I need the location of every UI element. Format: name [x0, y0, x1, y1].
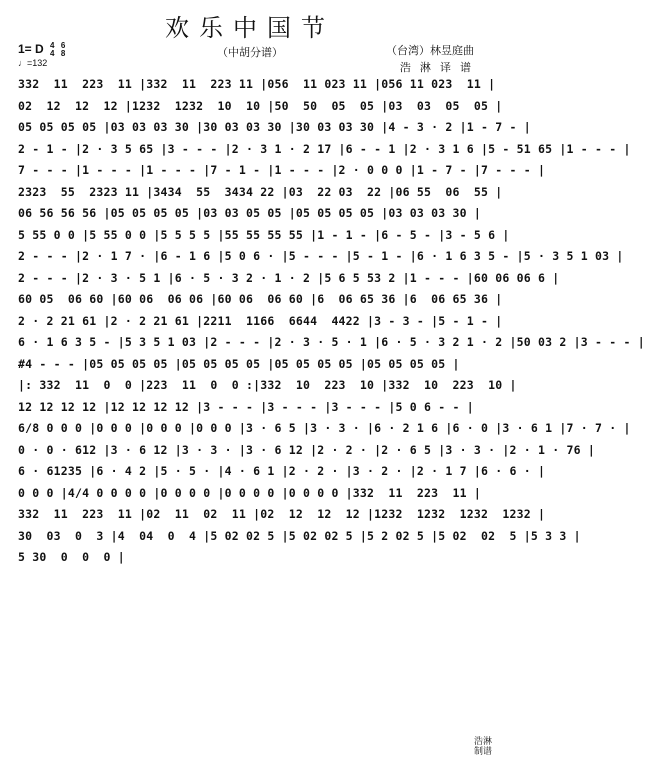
score-line: 06 56 56 56 |05 05 05 05 |03 03 05 05 |05 05 05 05 |03 03 03 30 |	[18, 206, 482, 220]
score-line: 12 12 12 12 |12 12 12 12 |3 - - - |3 - - - |3 - - - |5 0 6 - - |	[18, 399, 474, 414]
arranger: 浩 淋 译 谱	[399, 62, 474, 74]
score-line: 2 · 2 21 61 |2 · 2 21 61 |2211 1166 6644 4422 |3 - 3 - |5 - 1 - |	[18, 313, 503, 328]
score-line: 2 - 1 - |2 · 3 5 65 |3 - - - |2 · 3 1 · 2 17 |6 - - 1 |2 · 3 1 6 |5 - 51 65 |1 - - - |	[18, 141, 631, 156]
score-line: 2323 55 2323 11 |3434 55 3434 22 |03 22 03 22 |06 55 06 55 |	[18, 184, 503, 199]
time-signature-1	[50, 42, 54, 58]
score-line: 0 · 0 · 612 |3 · 6 12 |3 · 3 · |3 · 6 12 |2 · 2 · |2 · 6 5 |3 · 3 · |2 · 1 · 76 |	[18, 442, 596, 457]
score-line: 7 - - - |1 - - - |1 - - - |7 - 1 - |1 - - - |2 · 0 0 0 |1 - 7 - |7 - - - |	[18, 163, 546, 177]
score-line: 60 05 06 60 |60 06 06 06 |60 06 06 60 |6 06 65 36 |6 06 65 36 |	[18, 292, 503, 306]
footer-credit	[474, 736, 492, 756]
score-line: 0 0 0 |4/4 0 0 0 0 |0 0 0 0 |0 0 0 0 |0 0 0 0 |332 11 223 11 |	[18, 485, 482, 500]
footer-line-2: 制谱	[473, 746, 492, 756]
score-line: 2 - - - |2 · 3 · 5 1 |6 · 5 · 3 2 · 1 · 2 |5 6 5 53 2 |1 - - - |60 06 06 6 |	[18, 270, 560, 285]
time-sig-1-top: 4	[50, 41, 55, 50]
key-signature	[18, 42, 65, 58]
score-line: 6/8 0 0 0 |0 0 0 |0 0 0 |0 0 0 |3 · 6 5 |3 · 3 · |6 · 2 1 6 |6 · 0 |3 · 6 1 |7 · 7 · |	[18, 421, 631, 435]
time-signature-2	[61, 42, 65, 58]
score-line: 05 05 05 05 |03 03 03 30 |30 03 03 30 |30 03 03 30 |4 - 3 · 2 |1 - 7 - |	[18, 120, 531, 134]
score-line: 332 11 223 11 |02 11 02 11 |02 12 12 12 |1232 1232 1232 1232 |	[18, 507, 546, 521]
footer-line-1: 浩淋	[473, 736, 492, 746]
score-line: 30 03 0 3 |4 04 0 4 |5 02 02 5 |5 02 02 5 |5 2 02 5 |5 02 02 5 |5 3 3 |	[18, 528, 581, 543]
score-line: 332 11 223 11 |332 11 223 11 |056 11 023 11 |056 11 023 11 |	[18, 77, 496, 91]
time-sig-2-bottom: 8	[60, 49, 66, 58]
time-sig-1-bottom: 4	[50, 49, 55, 58]
score-line: 02 12 12 12 |1232 1232 10 10 |50 50 05 05 |03 03 05 05 |	[18, 98, 503, 113]
score-line: 6 · 1 6 3 5 - |5 3 5 1 03 |2 - - - |2 · 3 · 5 · 1 |6 · 5 · 3 2 1 · 2 |50 03 2 |3 - - - |	[18, 335, 645, 349]
score	[18, 74, 645, 569]
score-line: 6 · 61235 |6 · 4 2 |5 · 5 · |4 · 6 1 |2 · 2 · |3 · 2 · |2 · 1 7 |6 · 6 · |	[18, 464, 546, 478]
score-line: #4 - - - |05 05 05 05 |05 05 05 05 |05 05 05 05 |05 05 05 05 |	[18, 356, 460, 371]
tempo-marking: ♩=132	[18, 58, 48, 68]
subtitle: （中胡分谱）	[217, 47, 283, 59]
score-line: 5 55 0 0 |5 55 0 0 |5 5 5 5 |55 55 55 55 |1 - 1 - |6 - 5 - |3 - 5 6 |	[18, 227, 510, 242]
key-label: 1= D	[18, 42, 44, 57]
time-sig-2-top: 6	[60, 41, 66, 50]
score-line: |: 332 11 0 0 |223 11 0 0 :|332 10 223 10 |332 10 223 10 |	[18, 378, 517, 392]
score-line: 5 30 0 0 0 |	[18, 550, 125, 564]
page-title: 欢乐中国节	[165, 14, 335, 42]
score-line: 2 - - - |2 · 1 7 · |6 - 1 6 |5 0 6 · |5 - - - |5 - 1 - |6 · 1 6 3 5 - |5 · 3 5 1 03 |	[18, 249, 624, 263]
composer: （台湾）林昱庭曲	[386, 45, 474, 57]
